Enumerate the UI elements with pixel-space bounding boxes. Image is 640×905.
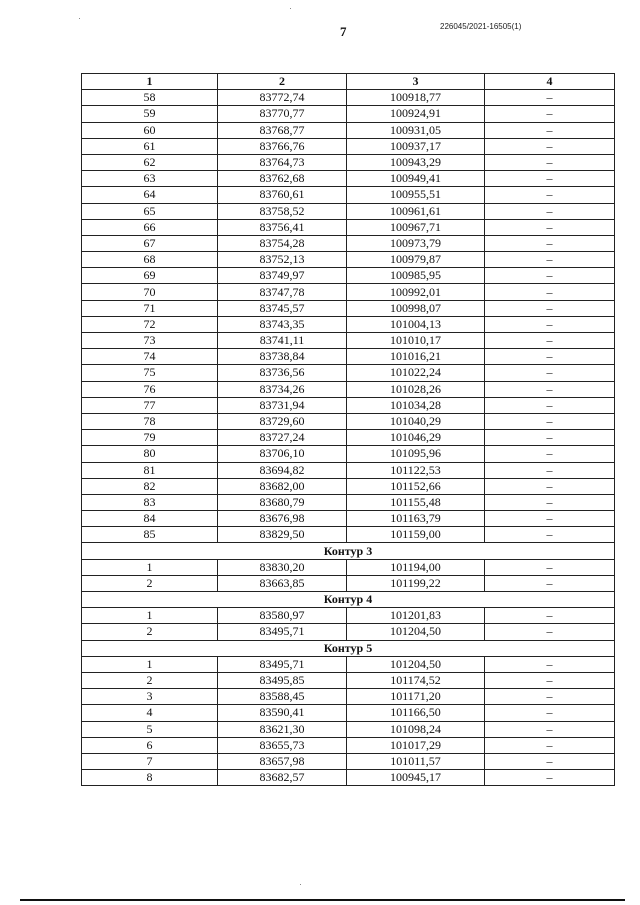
- note-cell: –: [485, 462, 615, 478]
- x-coordinate-cell: 83762,68: [218, 171, 347, 187]
- table-row: [82, 154, 615, 170]
- x-coordinate-cell: 83830,20: [218, 559, 347, 575]
- point-number-cell: 84: [82, 511, 218, 527]
- y-coordinate-cell: 100945,17: [347, 770, 485, 786]
- point-number-cell: 5: [82, 721, 218, 737]
- table-row: [82, 494, 615, 510]
- section-header-row: [82, 592, 615, 608]
- x-coordinate-cell: 83495,71: [218, 624, 347, 640]
- point-number-cell: 70: [82, 284, 218, 300]
- column-header: 1: [82, 74, 218, 90]
- x-coordinate-cell: 83676,98: [218, 511, 347, 527]
- x-coordinate-cell: 83621,30: [218, 721, 347, 737]
- note-cell: –: [485, 187, 615, 203]
- y-coordinate-cell: 101152,66: [347, 478, 485, 494]
- table-row: [82, 559, 615, 575]
- note-cell: –: [485, 219, 615, 235]
- point-number-cell: 85: [82, 527, 218, 543]
- table-row: [82, 365, 615, 381]
- note-cell: –: [485, 737, 615, 753]
- y-coordinate-cell: 101194,00: [347, 559, 485, 575]
- x-coordinate-cell: 83680,79: [218, 494, 347, 510]
- point-number-cell: 3: [82, 689, 218, 705]
- note-cell: –: [485, 300, 615, 316]
- point-number-cell: 73: [82, 333, 218, 349]
- point-number-cell: 4: [82, 705, 218, 721]
- x-coordinate-cell: 83760,61: [218, 187, 347, 203]
- page-number: 7: [340, 24, 347, 39]
- column-header: 4: [485, 74, 615, 90]
- y-coordinate-cell: 100931,05: [347, 122, 485, 138]
- point-number-cell: 83: [82, 494, 218, 510]
- table-row: [82, 753, 615, 769]
- point-number-cell: 74: [82, 349, 218, 365]
- table-row: [82, 446, 615, 462]
- note-cell: –: [485, 397, 615, 413]
- x-coordinate-cell: 83741,11: [218, 333, 347, 349]
- note-cell: –: [485, 90, 615, 106]
- x-coordinate-cell: 83682,57: [218, 770, 347, 786]
- document-id: 226045/2021-16505(1): [440, 22, 522, 31]
- section-header-row: [82, 543, 615, 559]
- point-number-cell: 67: [82, 235, 218, 251]
- y-coordinate-cell: 101159,00: [347, 527, 485, 543]
- note-cell: –: [485, 381, 615, 397]
- point-number-cell: 69: [82, 268, 218, 284]
- y-coordinate-cell: 101098,24: [347, 721, 485, 737]
- note-cell: –: [485, 430, 615, 446]
- page-bottom-rule: [20, 899, 625, 901]
- table-row: [82, 737, 615, 753]
- table-row: [82, 608, 615, 624]
- x-coordinate-cell: 83731,94: [218, 397, 347, 413]
- note-cell: –: [485, 511, 615, 527]
- note-cell: –: [485, 349, 615, 365]
- section-header-row: [82, 640, 615, 656]
- table-row: [82, 462, 615, 478]
- point-number-cell: 64: [82, 187, 218, 203]
- y-coordinate-cell: 100992,01: [347, 284, 485, 300]
- y-coordinate-cell: 101010,17: [347, 333, 485, 349]
- note-cell: –: [485, 478, 615, 494]
- note-cell: –: [485, 446, 615, 462]
- y-coordinate-cell: 101166,50: [347, 705, 485, 721]
- y-coordinate-cell: 101122,53: [347, 462, 485, 478]
- note-cell: –: [485, 171, 615, 187]
- x-coordinate-cell: 83738,84: [218, 349, 347, 365]
- note-cell: –: [485, 575, 615, 591]
- y-coordinate-cell: 101199,22: [347, 575, 485, 591]
- point-number-cell: 7: [82, 753, 218, 769]
- note-cell: –: [485, 203, 615, 219]
- table-row: [82, 106, 615, 122]
- x-coordinate-cell: 83754,28: [218, 235, 347, 251]
- x-coordinate-cell: 83756,41: [218, 219, 347, 235]
- x-coordinate-cell: 83655,73: [218, 737, 347, 753]
- note-cell: –: [485, 608, 615, 624]
- point-number-cell: 58: [82, 90, 218, 106]
- point-number-cell: 6: [82, 737, 218, 753]
- y-coordinate-cell: 101011,57: [347, 753, 485, 769]
- note-cell: –: [485, 316, 615, 332]
- point-number-cell: 60: [82, 122, 218, 138]
- x-coordinate-cell: 83770,77: [218, 106, 347, 122]
- y-coordinate-cell: 101004,13: [347, 316, 485, 332]
- y-coordinate-cell: 100918,77: [347, 90, 485, 106]
- note-cell: –: [485, 235, 615, 251]
- note-cell: –: [485, 753, 615, 769]
- table-row: [82, 333, 615, 349]
- table-row: [82, 219, 615, 235]
- x-coordinate-cell: 83694,82: [218, 462, 347, 478]
- x-coordinate-cell: 83734,26: [218, 381, 347, 397]
- scan-speck: [79, 18, 80, 19]
- point-number-cell: 66: [82, 219, 218, 235]
- point-number-cell: 2: [82, 672, 218, 688]
- table-row: [82, 656, 615, 672]
- x-coordinate-cell: 83764,73: [218, 154, 347, 170]
- section-title: Контур 3: [82, 543, 615, 559]
- table-row: [82, 252, 615, 268]
- x-coordinate-cell: 83657,98: [218, 753, 347, 769]
- y-coordinate-cell: 101028,26: [347, 381, 485, 397]
- y-coordinate-cell: 101017,29: [347, 737, 485, 753]
- point-number-cell: 75: [82, 365, 218, 381]
- note-cell: –: [485, 527, 615, 543]
- note-cell: –: [485, 672, 615, 688]
- table-row: [82, 138, 615, 154]
- table-row: [82, 527, 615, 543]
- table-row: [82, 284, 615, 300]
- table-header-row: [82, 74, 615, 90]
- x-coordinate-cell: 83752,13: [218, 252, 347, 268]
- column-header: 2: [218, 74, 347, 90]
- table-row: [82, 413, 615, 429]
- x-coordinate-cell: 83682,00: [218, 478, 347, 494]
- x-coordinate-cell: 83590,41: [218, 705, 347, 721]
- note-cell: –: [485, 689, 615, 705]
- point-number-cell: 76: [82, 381, 218, 397]
- table-row: [82, 187, 615, 203]
- table-row: [82, 203, 615, 219]
- x-coordinate-cell: 83727,24: [218, 430, 347, 446]
- point-number-cell: 71: [82, 300, 218, 316]
- table-row: [82, 349, 615, 365]
- y-coordinate-cell: 101174,52: [347, 672, 485, 688]
- table-row: [82, 770, 615, 786]
- x-coordinate-cell: 83745,57: [218, 300, 347, 316]
- point-number-cell: 59: [82, 106, 218, 122]
- x-coordinate-cell: 83766,76: [218, 138, 347, 154]
- y-coordinate-cell: 100979,87: [347, 252, 485, 268]
- table-row: [82, 300, 615, 316]
- point-number-cell: 80: [82, 446, 218, 462]
- y-coordinate-cell: 101204,50: [347, 624, 485, 640]
- y-coordinate-cell: 100924,91: [347, 106, 485, 122]
- table-row: [82, 316, 615, 332]
- y-coordinate-cell: 100937,17: [347, 138, 485, 154]
- x-coordinate-cell: 83588,45: [218, 689, 347, 705]
- x-coordinate-cell: 83736,56: [218, 365, 347, 381]
- table-row: [82, 705, 615, 721]
- table-row: [82, 90, 615, 106]
- y-coordinate-cell: 101040,29: [347, 413, 485, 429]
- note-cell: –: [485, 268, 615, 284]
- table-body: [82, 90, 615, 786]
- table-row: [82, 624, 615, 640]
- x-coordinate-cell: 83768,77: [218, 122, 347, 138]
- table-row: [82, 511, 615, 527]
- point-number-cell: 62: [82, 154, 218, 170]
- y-coordinate-cell: 100949,41: [347, 171, 485, 187]
- point-number-cell: 81: [82, 462, 218, 478]
- point-number-cell: 1: [82, 559, 218, 575]
- note-cell: –: [485, 365, 615, 381]
- note-cell: –: [485, 770, 615, 786]
- x-coordinate-cell: 83495,85: [218, 672, 347, 688]
- y-coordinate-cell: 101016,21: [347, 349, 485, 365]
- y-coordinate-cell: 101034,28: [347, 397, 485, 413]
- y-coordinate-cell: 100955,51: [347, 187, 485, 203]
- point-number-cell: 2: [82, 624, 218, 640]
- x-coordinate-cell: 83729,60: [218, 413, 347, 429]
- note-cell: –: [485, 138, 615, 154]
- note-cell: –: [485, 284, 615, 300]
- point-number-cell: 65: [82, 203, 218, 219]
- x-coordinate-cell: 83663,85: [218, 575, 347, 591]
- y-coordinate-cell: 101046,29: [347, 430, 485, 446]
- y-coordinate-cell: 100961,61: [347, 203, 485, 219]
- section-title: Контур 5: [82, 640, 615, 656]
- table-row: [82, 430, 615, 446]
- y-coordinate-cell: 100967,71: [347, 219, 485, 235]
- point-number-cell: 79: [82, 430, 218, 446]
- y-coordinate-cell: 101201,83: [347, 608, 485, 624]
- section-title: Контур 4: [82, 592, 615, 608]
- y-coordinate-cell: 101095,96: [347, 446, 485, 462]
- note-cell: –: [485, 106, 615, 122]
- y-coordinate-cell: 101163,79: [347, 511, 485, 527]
- note-cell: –: [485, 154, 615, 170]
- table-row: [82, 575, 615, 591]
- table-row: [82, 235, 615, 251]
- coordinates-table: [81, 73, 615, 786]
- table-row: [82, 268, 615, 284]
- x-coordinate-cell: 83758,52: [218, 203, 347, 219]
- scan-speck: [290, 8, 291, 9]
- table-row: [82, 397, 615, 413]
- x-coordinate-cell: 83747,78: [218, 284, 347, 300]
- table-row: [82, 721, 615, 737]
- column-header: 3: [347, 74, 485, 90]
- note-cell: –: [485, 721, 615, 737]
- point-number-cell: 1: [82, 656, 218, 672]
- point-number-cell: 68: [82, 252, 218, 268]
- point-number-cell: 82: [82, 478, 218, 494]
- y-coordinate-cell: 100998,07: [347, 300, 485, 316]
- point-number-cell: 63: [82, 171, 218, 187]
- note-cell: –: [485, 413, 615, 429]
- point-number-cell: 8: [82, 770, 218, 786]
- table-row: [82, 672, 615, 688]
- point-number-cell: 78: [82, 413, 218, 429]
- note-cell: –: [485, 252, 615, 268]
- scan-speck: [300, 884, 301, 885]
- note-cell: –: [485, 705, 615, 721]
- note-cell: –: [485, 559, 615, 575]
- table-row: [82, 381, 615, 397]
- x-coordinate-cell: 83829,50: [218, 527, 347, 543]
- note-cell: –: [485, 122, 615, 138]
- note-cell: –: [485, 656, 615, 672]
- table-row: [82, 689, 615, 705]
- x-coordinate-cell: 83749,97: [218, 268, 347, 284]
- x-coordinate-cell: 83706,10: [218, 446, 347, 462]
- y-coordinate-cell: 101155,48: [347, 494, 485, 510]
- point-number-cell: 61: [82, 138, 218, 154]
- y-coordinate-cell: 101171,20: [347, 689, 485, 705]
- y-coordinate-cell: 100943,29: [347, 154, 485, 170]
- point-number-cell: 2: [82, 575, 218, 591]
- point-number-cell: 77: [82, 397, 218, 413]
- note-cell: –: [485, 333, 615, 349]
- table-row: [82, 478, 615, 494]
- point-number-cell: 1: [82, 608, 218, 624]
- y-coordinate-cell: 101022,24: [347, 365, 485, 381]
- note-cell: –: [485, 494, 615, 510]
- x-coordinate-cell: 83772,74: [218, 90, 347, 106]
- table-row: [82, 122, 615, 138]
- x-coordinate-cell: 83743,35: [218, 316, 347, 332]
- x-coordinate-cell: 83495,71: [218, 656, 347, 672]
- x-coordinate-cell: 83580,97: [218, 608, 347, 624]
- y-coordinate-cell: 101204,50: [347, 656, 485, 672]
- table-row: [82, 171, 615, 187]
- note-cell: –: [485, 624, 615, 640]
- y-coordinate-cell: 100985,95: [347, 268, 485, 284]
- y-coordinate-cell: 100973,79: [347, 235, 485, 251]
- point-number-cell: 72: [82, 316, 218, 332]
